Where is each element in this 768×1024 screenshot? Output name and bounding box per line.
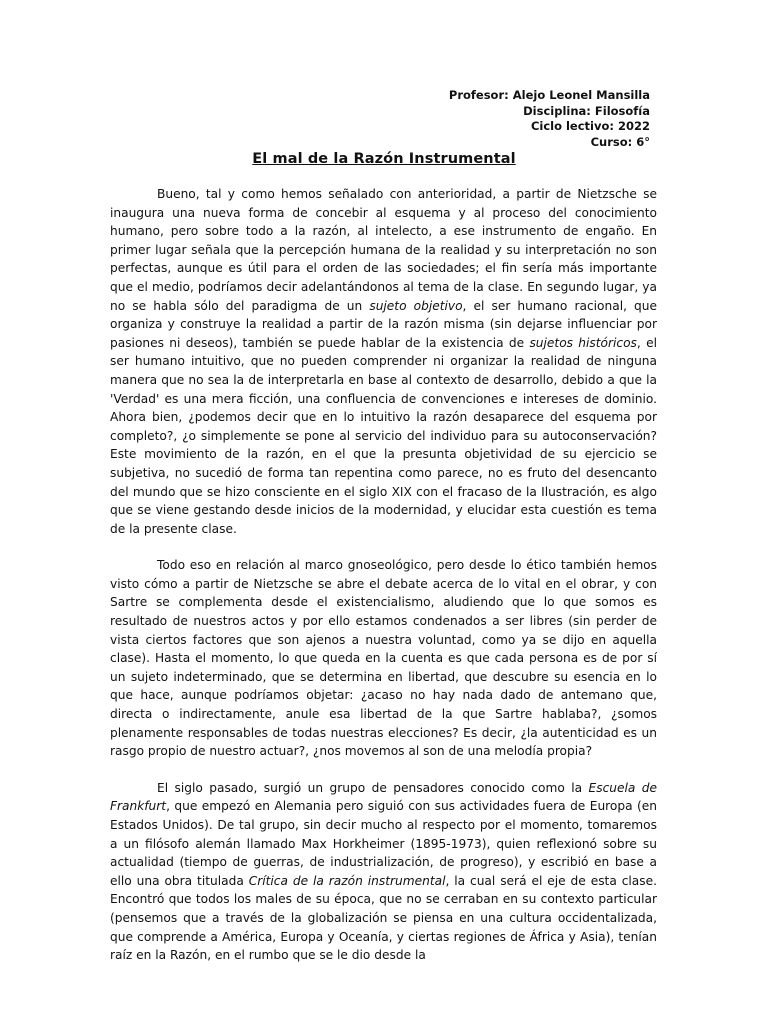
text-run: Bueno, tal y como hemos señalado con anterioridad, a partir de Nietzsche se inaugura una nueva forma de concebir al esquema y al proceso del conocimiento humano, pero sobre todo a la razón, al intelecto, a ese instrumento de engaño. En primer lugar señala que la percepción humana de la realidad y su interpretación no son perfectas, aunque es útil para el orden de las sociedades; el fin sería más importante que el medio, podríamos decir adelantándonos al tema de la clase. En segundo lugar, ya no se habla sólo del paradigma de un bbox=[110, 187, 657, 313]
discipline-line: Disciplina: Filosofía bbox=[523, 103, 650, 118]
text-run: , el ser humano intuitivo, que no pueden comprender ni organizar la realidad de ninguna manera que no sea la de interpretarla en base al contexto de desarrollo, debido a que la 'Verdad' es una mera ficción, una confluencia de convenciones e intereses de dominio. Ahora bien, ¿podemos decir que en lo intuitivo la razón desaparece del esquema por completo?, ¿o simplemente se pone al servicio del individuo para su autoconservación? Este movimiento de la razón, en el que la presunta objetividad de su ejercicio se subjetiva, no sucedió de forma tan repentina como parece, no es fruto del desencanto del mundo que se hizo consciente en el siglo XIX con el fracaso de la Ilustración, es algo que se viene gestando desde inicios de la modernidad, y elucidar esta cuestión es tema de la presente clase. bbox=[110, 335, 657, 536]
paragraph bbox=[110, 185, 657, 538]
text-run: Todo eso en relación al marco gnoseológico, pero desde lo ético también hemos visto cómo a partir de Nietzsche se abre el debate acerca de lo vital en el obrar, y con Sartre se complementa desde el existencialismo, aludiendo que lo que somos es resultado de nuestros actos y por ello estamos condenados a ser libres (sin perder de vista ciertos factores que son ajenos a nuestra voluntad, como ya se dijo en aquella clase). Hasta el momento, lo que queda en la cuenta es que cada persona es de por sí un sujeto indeterminado, que se determina en libertad, que descubre su esencia en lo que hace, aunque podríamos objetar: ¿acaso no hay nada dado de antemano que, directa o indirectamente, anule esa libertad de la que Sartre hablaba?, ¿somos plenamente responsables de todas nuestras elecciones? Es decir, ¿la autenticidad es un rasgo propio de nuestro actuar?, ¿nos movemos al son de una melodía propia? bbox=[110, 558, 657, 759]
text-run: , que empezó en Alemania pero siguió con sus actividades fuera de Europa (en Estados Unidos). De tal grupo, sin decir mucho al respecto por el momento, tomaremos a un filósofo alemán llamado Max Horkheimer (1895-1973), quien reflexionó sobre su actualidad (tiempo de guerras, de industrialización, de progreso), y escribió en base a ello una obra titulada bbox=[110, 799, 657, 888]
cycle-line: Ciclo lectivo: 2022 bbox=[530, 119, 650, 133]
document-title: El mal de la Razón Instrumental bbox=[252, 151, 516, 167]
italic-text-run: Escuela de Frankfurt bbox=[110, 780, 658, 814]
text-run: , la cual será el eje de esta clase. Encontró que todos los males de su época, que no se cerraban en su contexto particular (pensemos que a través de la globalización se piensa en una cultura occidentalizada, que comprende a América, Europa y Oceanía, y ciertas regiones de África y Asia), tenían raíz en la Razón, en el rumbo que se le dio desde la bbox=[110, 873, 657, 963]
professor-line: Profesor: Alejo Leonel Mansilla bbox=[448, 88, 650, 102]
italic-text-run: sujeto objetivo bbox=[369, 298, 463, 313]
italic-text-run: Crítica de la razón instrumental bbox=[248, 873, 446, 888]
italic-text-run: sujetos históricos bbox=[529, 335, 637, 350]
document-body bbox=[110, 185, 657, 983]
text-run: , el ser humano racional, que organiza y construye la realidad a partir de la razón misma (sin dejarse influenciar por pasiones ni deseos), también se puede hablar de la existencia de bbox=[110, 298, 657, 350]
paragraph bbox=[110, 556, 657, 761]
document-header bbox=[449, 88, 650, 150]
paragraph bbox=[110, 779, 657, 965]
course-line: Curso: 6° bbox=[590, 134, 650, 149]
text-run: El siglo pasado, surgió un grupo de pensadores conocido como la bbox=[157, 780, 589, 795]
